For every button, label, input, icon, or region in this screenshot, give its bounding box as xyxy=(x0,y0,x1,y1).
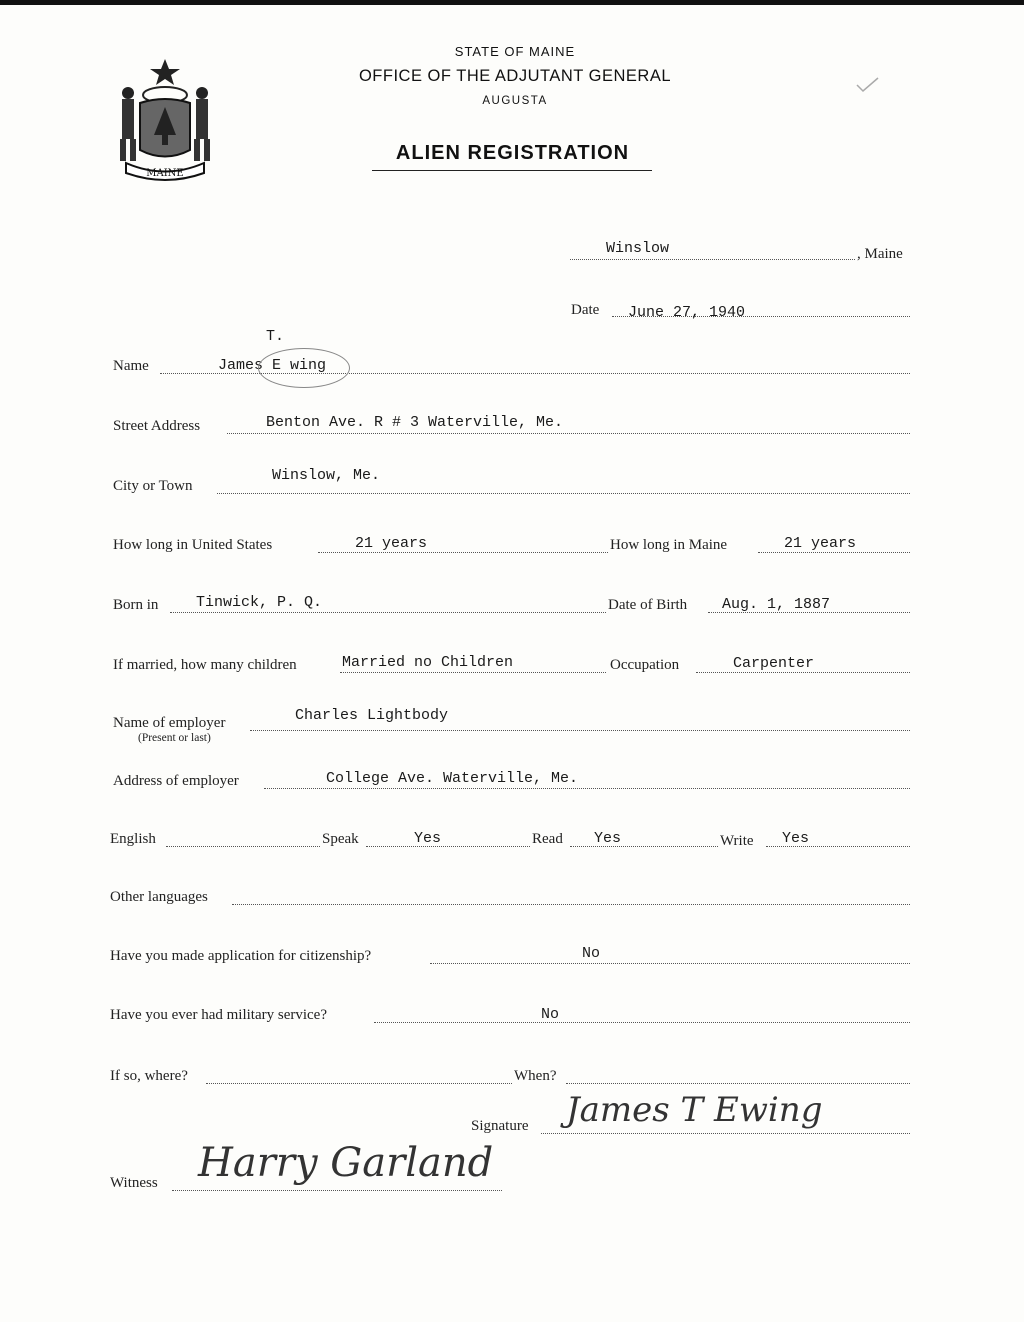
office-heading: OFFICE OF THE ADJUTANT GENERAL xyxy=(358,67,672,85)
scan-edge xyxy=(0,0,1024,5)
form-title: ALIEN REGISTRATION xyxy=(395,142,630,164)
street-label: Street Address xyxy=(113,418,201,434)
years-us-label: How long in United States xyxy=(113,537,273,553)
born-value: Tinwick, P. Q. xyxy=(196,594,323,611)
read-value: Yes xyxy=(594,830,622,847)
date-value: June 27, 1940 xyxy=(628,304,746,321)
children-label: If married, how many children xyxy=(113,657,297,673)
witness-label: Witness xyxy=(110,1175,158,1191)
english-label: English xyxy=(110,831,156,847)
employer-label: Name of employer xyxy=(113,715,226,731)
occupation-value: Carpenter xyxy=(733,655,815,672)
employer-address-label: Address of employer xyxy=(113,773,239,789)
speak-value: Yes xyxy=(414,830,442,847)
other-languages-line xyxy=(232,904,910,905)
children-value: Married no Children xyxy=(342,654,514,671)
witness-value: Harry Garland xyxy=(198,1140,494,1186)
street-line xyxy=(227,433,910,434)
military-value: No xyxy=(541,1006,560,1023)
state-seal-icon xyxy=(110,55,220,185)
read-label: Read xyxy=(532,831,563,847)
street-value: Benton Ave. R # 3 Waterville, Me. xyxy=(266,414,564,431)
military-label: Have you ever had military service? xyxy=(110,1007,327,1023)
write-label: Write xyxy=(720,833,754,849)
check-mark-icon xyxy=(855,75,880,95)
city-value: Winslow, Me. xyxy=(272,467,381,484)
write-value: Yes xyxy=(782,830,810,847)
town-line xyxy=(570,259,855,260)
employer-address-line xyxy=(264,788,910,789)
employer-value: Charles Lightbody xyxy=(295,707,449,724)
state-heading: STATE OF MAINE xyxy=(454,44,576,59)
city-line xyxy=(217,493,910,494)
children-line xyxy=(340,672,606,673)
signature-label: Signature xyxy=(471,1118,529,1134)
read-line xyxy=(570,846,718,847)
where-line xyxy=(206,1083,512,1084)
dob-value: Aug. 1, 1887 xyxy=(722,596,831,613)
where-label: If so, where? xyxy=(110,1068,188,1084)
witness-line xyxy=(172,1190,502,1191)
speak-label: Speak xyxy=(322,831,359,847)
employer-sublabel: (Present or last) xyxy=(138,732,211,744)
occupation-label: Occupation xyxy=(610,657,680,673)
name-label: Name xyxy=(113,358,149,374)
citizenship-line xyxy=(430,963,910,964)
years-maine-line xyxy=(758,552,910,553)
dob-label: Date of Birth xyxy=(608,597,688,613)
city-heading: AUGUSTA xyxy=(482,95,548,107)
born-line xyxy=(170,612,606,613)
town-label: , Maine xyxy=(857,246,903,262)
other-languages-label: Other languages xyxy=(110,889,208,905)
signature-value: James T Ewing xyxy=(566,1090,823,1130)
employer-address-value: College Ave. Waterville, Me. xyxy=(326,770,579,787)
years-us-value: 21 years xyxy=(355,535,428,552)
speak-line xyxy=(366,846,530,847)
when-label: When? xyxy=(514,1068,557,1084)
employer-line xyxy=(250,730,910,731)
english-line xyxy=(166,846,320,847)
town-value: Winslow xyxy=(606,240,670,257)
title-underline xyxy=(372,170,652,171)
name-insert: T. xyxy=(266,328,285,345)
date-label: Date xyxy=(571,302,600,318)
military-line xyxy=(374,1022,910,1023)
when-line xyxy=(566,1083,910,1084)
svg-text:MAINE: MAINE xyxy=(146,168,184,179)
citizenship-value: No xyxy=(582,945,601,962)
years-maine-value: 21 years xyxy=(784,535,857,552)
name-value: James E wing xyxy=(218,357,327,374)
born-label: Born in xyxy=(113,597,159,613)
citizenship-label: Have you made application for citizenship? xyxy=(110,948,372,964)
occupation-line xyxy=(696,672,910,673)
city-label: City or Town xyxy=(113,478,193,494)
years-maine-label: How long in Maine xyxy=(610,537,728,553)
years-us-line xyxy=(318,552,608,553)
signature-line xyxy=(541,1133,910,1134)
correction-circle xyxy=(258,348,350,388)
